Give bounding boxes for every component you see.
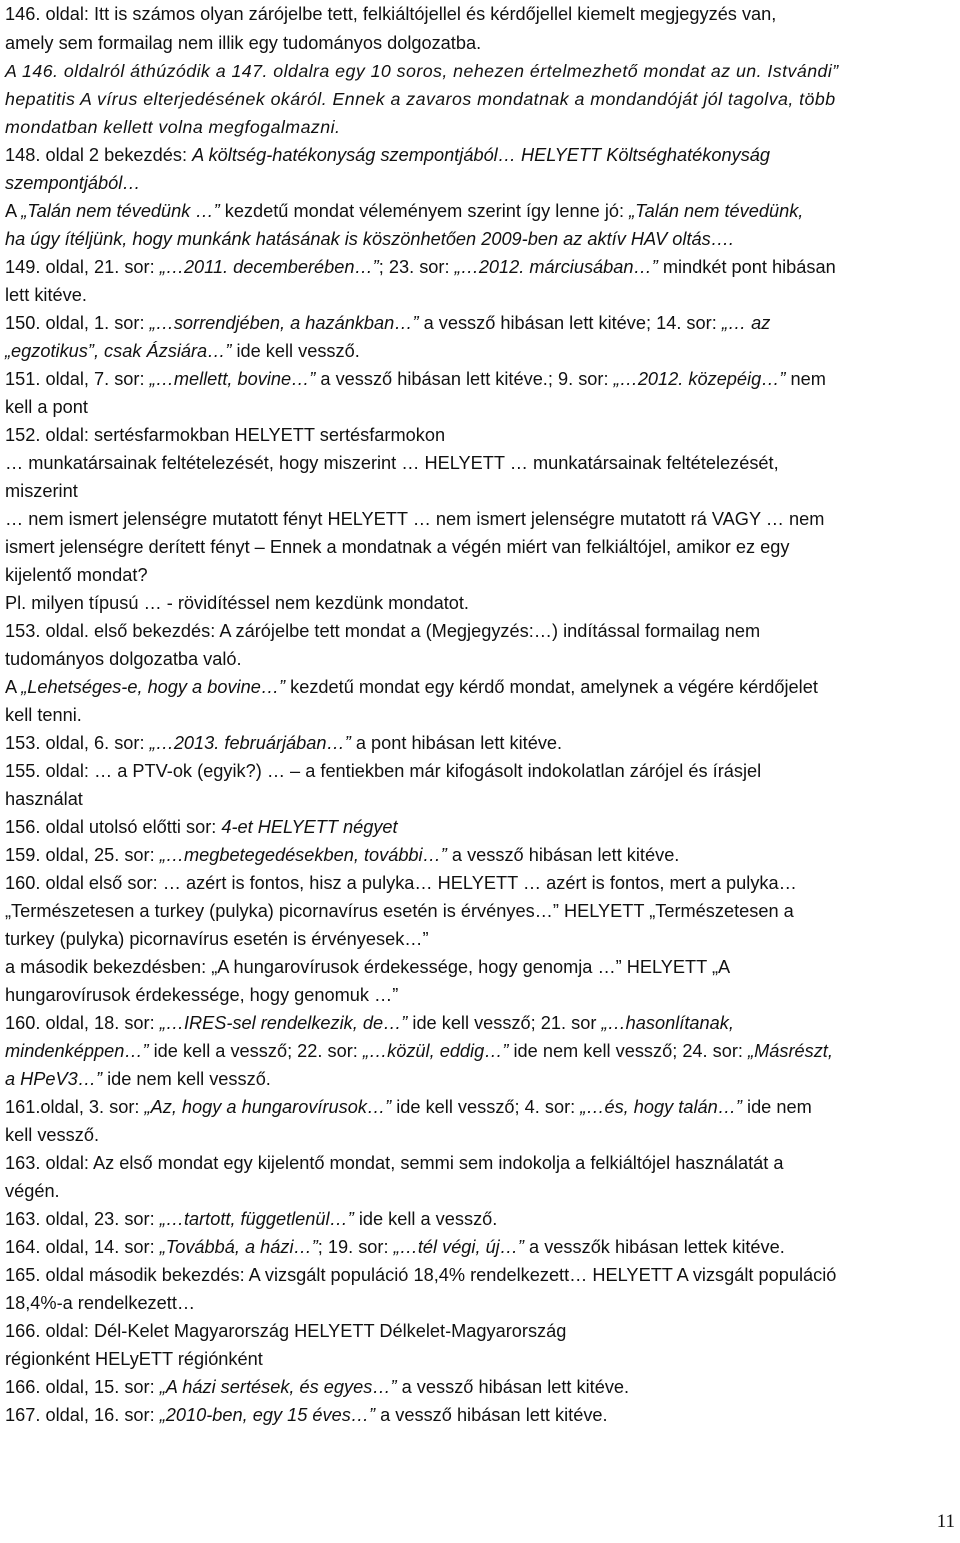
text-line: hungarovírusok érdekessége, hogy genomuk …” xyxy=(5,985,399,1005)
text-line xyxy=(5,254,836,280)
text-segment: 159. oldal, 25. sor: xyxy=(5,845,160,865)
text-line xyxy=(5,198,803,224)
text-line xyxy=(5,674,818,700)
text-line: „Természetesen a turkey (pulyka) picornavírus esetén is érvényes…” HELYETT „Természetesen a xyxy=(5,901,794,921)
text-segment: 166. oldal, 15. sor: xyxy=(5,1377,160,1397)
text-segment: 163. oldal, 23. sor: xyxy=(5,1209,160,1229)
text-segment: „…2013. februárjában…” xyxy=(149,733,351,753)
text-segment: „Lehetséges-e, hogy a bovine…” xyxy=(21,677,286,697)
text-line: használat xyxy=(5,789,83,809)
text-line: 18,4%-a rendelkezett… xyxy=(5,1293,196,1313)
text-segment: ide kell a vessző. xyxy=(353,1209,498,1229)
text-segment: „…hasonlítanak, xyxy=(601,1013,734,1033)
text-line: 163. oldal: Az első mondat egy kijelentő mondat, semmi sem indokolja a felkiáltójel használatát a xyxy=(5,1153,784,1173)
text-segment: „… az xyxy=(721,313,771,333)
text-segment: mindkét pont hibásan xyxy=(657,257,836,277)
text-line: … nem ismert jelenségre mutatott fényt HELYETT … nem ismert jelenségre mutatott rá VAGY … nem xyxy=(5,509,825,529)
text-segment: ide nem kell vessző; 24. sor: xyxy=(508,1041,749,1061)
text-line: a második bekezdésben: „A hungarovírusok érdekessége, hogy genomja …” HELYETT „A xyxy=(5,957,731,977)
text-segment: „…sorrendjében, a hazánkban…” xyxy=(149,313,419,333)
text-line: tudományos dolgozatba való. xyxy=(5,649,242,669)
text-line: 153. oldal. első bekezdés: A zárójelbe tett mondat a (Megjegyzés:…) indítással formailag nem xyxy=(5,621,761,641)
text-segment: „…tartott, függetlenül…” xyxy=(159,1209,354,1229)
text-segment: ; 19. sor: xyxy=(317,1237,394,1257)
text-segment: kezdetű mondat egy kérdő mondat, amelynek a végére kérdőjelet xyxy=(285,677,818,697)
text-segment: ; 23. sor: xyxy=(378,257,455,277)
text-segment: 164. oldal, 14. sor: xyxy=(5,1237,160,1257)
text-line: 165. oldal második bekezdés: A vizsgált populáció 18,4% rendelkezett… HELYETT A vizsgált populáció xyxy=(5,1265,837,1285)
text-segment: 161.oldal, 3. sor: xyxy=(5,1097,145,1117)
text-segment: 151. oldal, 7. sor: xyxy=(5,369,150,389)
text-line: 152. oldal: sertésfarmokban HELYETT sertésfarmokon xyxy=(5,425,446,445)
text-segment: „…mellett, bovine…” xyxy=(149,369,316,389)
text-segment: mindenképpen…” xyxy=(5,1041,149,1061)
text-segment: a vessző hibásan lett kitéve. xyxy=(396,1377,630,1397)
text-segment: 149. oldal, 21. sor: xyxy=(5,257,160,277)
text-segment: a vessző hibásan lett kitéve.; 9. sor: xyxy=(315,369,614,389)
text-segment: „Az, hogy a hungarovírusok…” xyxy=(144,1097,392,1117)
text-segment: A költség-hatékonyság szempontjából… HELYETT Költséghatékonyság xyxy=(192,145,771,165)
text-line xyxy=(5,338,360,364)
text-segment: „…megbetegedésekben, további…” xyxy=(159,845,447,865)
text-segment: a vessző hibásan lett kitéve; 14. sor: xyxy=(418,313,722,333)
page-number: 11 xyxy=(936,1511,955,1532)
text-segment: „…2011. decemberében…” xyxy=(159,257,379,277)
text-segment: ide nem kell vessző. xyxy=(102,1069,271,1089)
text-segment: „…tél végi, új…” xyxy=(393,1237,524,1257)
text-segment: a vessző hibásan lett kitéve. xyxy=(375,1405,608,1425)
text-line: 166. oldal: Dél-Kelet Magyarország HELYETT Délkelet-Magyarország xyxy=(5,1321,567,1341)
text-line: Pl. milyen típusú … - rövidítéssel nem kezdünk mondatot. xyxy=(5,593,469,613)
text-segment: 153. oldal, 6. sor: xyxy=(5,733,150,753)
text-segment: „Másrészt, xyxy=(748,1041,833,1061)
text-line: kell vessző. xyxy=(5,1125,100,1145)
text-line: kijelentő mondat? xyxy=(5,565,148,585)
text-line: lett kitéve. xyxy=(5,285,87,305)
text-line: ha úgy ítéljünk, hogy munkánk hatásának is köszönhetően 2009-ben az aktív HAV oltás…. xyxy=(5,229,734,249)
text-segment: ide kell vessző. xyxy=(231,341,360,361)
text-line xyxy=(5,1066,271,1092)
text-line: 155. oldal: … a PTV-ok (egyik?) … – a fentiekben már kifogásolt indokolatlan zárójel és írásjel xyxy=(5,761,762,781)
text-segment: ide kell vessző; 4. sor: xyxy=(391,1097,581,1117)
text-segment: 4-et HELYETT négyet xyxy=(221,817,398,837)
text-line: 160. oldal első sor: … azért is fontos, hisz a pulyka… HELYETT … azért is fontos, mert a pulyka… xyxy=(5,873,797,893)
text-line xyxy=(5,1010,734,1036)
text-line: mondatban kellett volna megfogalmazni. xyxy=(5,117,341,137)
text-line: miszerint xyxy=(5,481,78,501)
text-line: régionként HELyETT régiónként xyxy=(5,1349,263,1369)
text-line xyxy=(5,814,398,840)
text-line xyxy=(5,1038,833,1064)
text-segment: ide kell vessző; 21. sor xyxy=(407,1013,602,1033)
text-segment: a pont hibásan lett kitéve. xyxy=(350,733,563,753)
text-segment: Itt is számos olyan zárójelbe tett, felkiáltójellel és kérdőjellel kiemelt megjegyzés van, xyxy=(93,4,777,24)
text-line xyxy=(5,1206,497,1232)
text-segment: nem xyxy=(785,369,826,389)
text-segment: „…2012. márciusában…” xyxy=(454,257,658,277)
text-segment: „egzotikus”, csak Ázsiára…” xyxy=(5,341,232,361)
text-segment: ide kell a vessző; 22. sor: xyxy=(148,1041,363,1061)
text-segment: A xyxy=(5,677,22,697)
text-segment: kezdetű mondat véleményem szerint így lenne jó: xyxy=(219,201,630,221)
text-segment: „…közül, eddig…” xyxy=(362,1041,509,1061)
text-segment: a vessző hibásan lett kitéve. xyxy=(446,845,680,865)
text-segment: „…IRES-sel rendelkezik, de…” xyxy=(159,1013,408,1033)
text-segment: 150. oldal, 1. sor: xyxy=(5,313,150,333)
text-line: A 146. oldalról áthúzódik a 147. oldalra egy 10 soros, nehezen értelmezhető mondat az un. Istvándi” xyxy=(5,61,839,81)
text-line: 146. oldal: Itt is számos olyan zárójelbe tett, felkiáltójellel és kérdőjellel kiemelt megjegyzés van, xyxy=(5,4,777,24)
text-line: turkey (pulyka) picornavírus esetén is érvényesek…” xyxy=(5,929,429,949)
text-segment: „…2012. közepéig…” xyxy=(613,369,786,389)
text-segment: A xyxy=(5,201,22,221)
text-segment: „A házi sertések, és egyes…” xyxy=(159,1377,397,1397)
text-line xyxy=(5,842,679,868)
text-segment: 156. oldal utolsó előtti sor: xyxy=(5,817,222,837)
text-line xyxy=(5,366,826,392)
text-segment: „…és, hogy talán…” xyxy=(580,1097,742,1117)
text-line: kell tenni. xyxy=(5,705,82,725)
text-line: amely sem formailag nem illik egy tudományos dolgozatba. xyxy=(5,33,482,53)
text-line: szempontjából… xyxy=(5,173,141,193)
text-segment: ide nem xyxy=(741,1097,812,1117)
text-segment: 167. oldal, 16. sor: xyxy=(5,1405,160,1425)
text-segment: „2010-ben, egy 15 éves…” xyxy=(159,1405,376,1425)
text-line xyxy=(5,310,770,336)
text-line: ismert jelenségre derített fényt – Ennek a mondatnak a végén miért van felkiáltójel, amikor ez egy xyxy=(5,537,790,557)
text-line xyxy=(5,1234,785,1260)
text-segment: „Továbbá, a házi…” xyxy=(159,1237,318,1257)
text-line: kell a pont xyxy=(5,397,88,417)
text-line xyxy=(5,1374,629,1400)
text-line xyxy=(5,730,562,756)
text-line: … munkatársainak feltételezését, hogy miszerint … HELYETT … munkatársainak feltételezését, xyxy=(5,453,779,473)
text-line xyxy=(5,1402,608,1428)
text-line xyxy=(5,142,770,168)
text-line: hepatitis A vírus elterjedésének okáról. Ennek a zavaros mondatnak a mondandóját jól tagolva, több xyxy=(5,89,836,109)
text-segment: 160. oldal, 18. sor: xyxy=(5,1013,160,1033)
text-line xyxy=(5,1094,812,1120)
text-line: végén. xyxy=(5,1181,60,1201)
text-segment: a HPeV3…” xyxy=(5,1069,103,1089)
text-segment: „Talán nem tévedünk …” xyxy=(21,201,220,221)
text-segment: a vesszők hibásan lettek kitéve. xyxy=(523,1237,785,1257)
text-segment: 148. oldal 2 bekezdés: xyxy=(5,145,193,165)
text-segment: „Talán nem tévedünk, xyxy=(629,201,804,221)
